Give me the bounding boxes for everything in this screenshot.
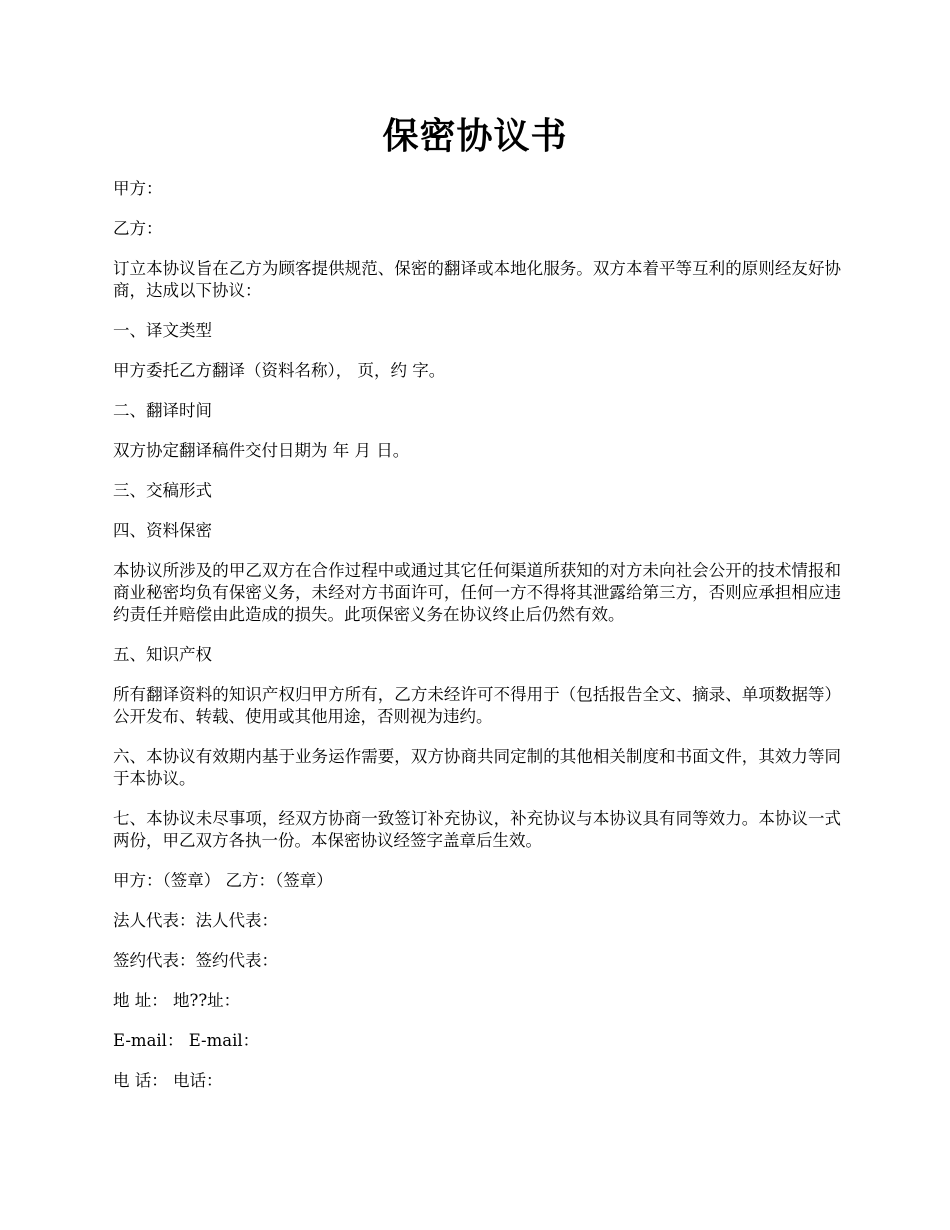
signing-representative-line: 签约代表：签约代表： xyxy=(113,951,278,970)
section-heading-confidentiality: 四、资料保密 xyxy=(113,521,212,540)
party-b-line: 乙方： xyxy=(113,219,163,238)
email-line: E-mail： E-mail： xyxy=(113,1031,260,1050)
address-line: 地 址： 地??址： xyxy=(113,991,241,1010)
phone-line: 电 话： 电话： xyxy=(113,1071,223,1090)
document-body xyxy=(113,178,841,1110)
document-title: 保密协议书 xyxy=(382,115,568,157)
party-a-line: 甲方： xyxy=(113,179,163,198)
intellectual-property-paragraph: 所有翻译资料的知识产权归甲方所有，乙方未经许可不得用于（包括报告全文、摘录、单项数据等）公开发布、转载、使用或其他用途，否则视为违约。 xyxy=(113,685,841,726)
section-heading-delivery-format: 三、交稿形式 xyxy=(113,481,212,500)
translation-type-paragraph: 甲方委托乙方翻译（资料名称）， 页，约 字。 xyxy=(113,361,446,380)
signature-line: 甲方：（签章） 乙方：（签章） xyxy=(113,871,333,890)
section-heading-intellectual-property: 五、知识产权 xyxy=(113,645,212,664)
section-heading-translation-type: 一、译文类型 xyxy=(113,321,212,340)
section-heading-translation-time: 二、翻译时间 xyxy=(113,401,212,420)
section-six-paragraph: 六、本协议有效期内基于业务运作需要，双方协商共同定制的其他相关制度和书面文件，其效力等同于本协议。 xyxy=(113,747,841,788)
preamble-paragraph: 订立本协议旨在乙方为顾客提供规范、保密的翻译或本地化服务。双方本着平等互利的原则经友好协商，达成以下协议： xyxy=(113,259,841,300)
translation-time-paragraph: 双方协定翻译稿件交付日期为 年 月 日。 xyxy=(113,441,410,460)
confidentiality-paragraph: 本协议所涉及的甲乙双方在合作过程中或通过其它任何渠道所获知的对方未向社会公开的技术情报和商业秘密均负有保密义务，未经对方书面许可，任何一方不得将其泄露给第三方，否则应承担相应违约责任并赔偿由此造成的损失。此项保密义务在协议终止后仍然有效。 xyxy=(113,561,841,624)
legal-representative-line: 法人代表：法人代表： xyxy=(113,911,278,930)
section-seven-paragraph: 七、本协议未尽事项，经双方协商一致签订补充协议，补充协议与本协议具有同等效力。本协议一式两份，甲乙双方各执一份。本保密协议经签字盖章后生效。 xyxy=(113,809,841,850)
